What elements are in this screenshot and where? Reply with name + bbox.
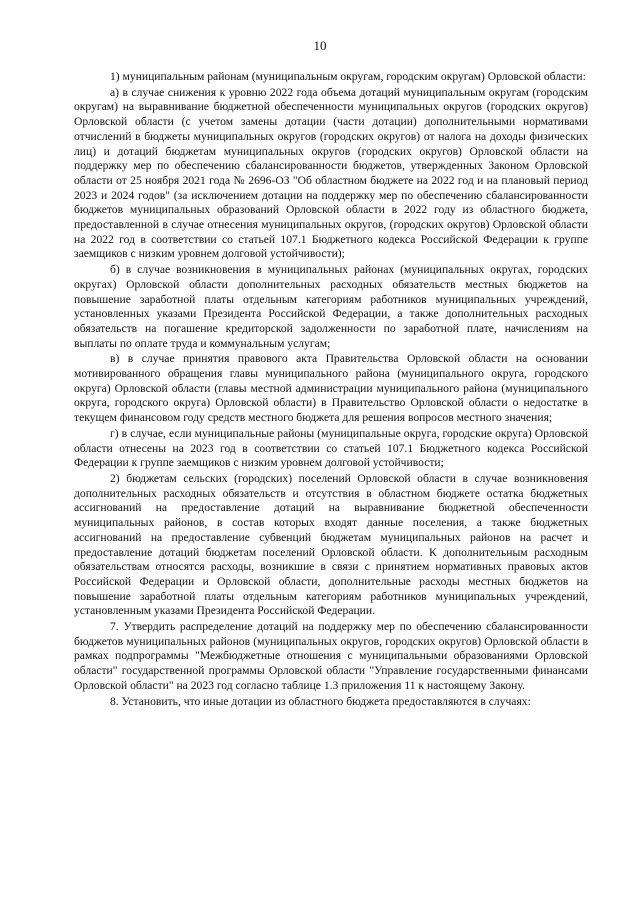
paragraph-subitem-a: а) в случае снижения к уровню 2022 года объема дотаций муниципальным округам (городским округам) на выравнивание бюджетной обеспеченности муниципальных округов (городских округов) Орловской области (с учетом замены дотации (части дотации) дополнительными нормативами отчислений в бюджеты муниципальных округов (городских округов) от налога на доходы физических лиц) и дотаций бюджетам муниципальных округов (городских округов) Орловской области на поддержку мер по обеспечению сбалансированности бюджетов, утвержденных Законом Орловской области от 25 ноября 2021 года № 2696-ОЗ "Об областном бюджете на 2022 год и на плановый период 2023 и 2024 годов" (за исключением дотации на поддержку мер по обеспечению сбалансированности бюджетов муниципальных образований Орловской области в 2022 году из областного бюджета, предоставленной в случае отнесения муниципальных округов, (городских округов) Орловской области на 2022 год в соответствии со статьей 107.1 Бюджетного кодекса Российской Федерации к группе заемщиков с низким уровнем долговой устойчивости); — [74, 85, 588, 261]
paragraph-subitem-g: г) в случае, если муниципальные районы (муниципальные округа, городские округа) Орловской области отнесены на 2023 год в соответствии со статьей 107.1 Бюджетного кодекса Российской Федерации к группе заемщиков с низким уровнем долговой устойчивости; — [74, 426, 588, 470]
document-body — [74, 70, 588, 710]
paragraph-subitem-v: в) в случае принятия правового акта Правительства Орловской области на основании мотивированного обращения главы муниципального района (муниципального округа, городского округа) Орловской области (главы местной администрации муниципального района (муниципального округа, городского округа) Орловской области) в Правительство Орловской области о недостатке в текущем финансовом году средств местного бюджета для решения вопросов местного значения; — [74, 352, 588, 425]
paragraph-item-2-settlements: 2) бюджетам сельских (городских) поселений Орловской области в случае возникновения дополнительных расходных обязательств и отсутствия в областном бюджете остатка бюджетных ассигнований на предоставление дотаций на выравнивание бюджетной обеспеченности муниципальных районов, в состав которых входят данные поселения, а также бюджетных ассигнований на предоставление субвенций бюджетам муниципальных районов на расчет и предоставление дотаций бюджетам поселений Орловской области. К дополнительным расходным обязательствам относятся расходы, возникшие в связи с принятием нормативных правовых актов Российской Федерации и Орловской области, дополнительные расходы местных бюджетов на повышение заработной платы отдельным категориям работников муниципальных учреждений, установленным указами Президента Российской Федерации. — [74, 471, 588, 618]
paragraph-section-8: 8. Установить, что иные дотации из областного бюджета предоставляются в случаях: — [110, 694, 531, 708]
paragraph-section-7: 7. Утвердить распределение дотаций на поддержку мер по обеспечению сбалансированности бюджетов муниципальных районов (муниципальных округов, городских округов) Орловской области в рамках подпрограммы "Межбюджетные отношения с муниципальными образованиями Орловской области" государственной программы Орловской области "Управление государственными финансами Орловской области" на 2023 год согласно таблице 1.3 приложения 11 к настоящему Закону. — [74, 620, 588, 692]
paragraph-subitem-b: б) в случае возникновения в муниципальных районах (муниципальных округах, городских округах) Орловской области дополнительных расходных обязательств местных бюджетов на повышение заработной платы отдельным категориям работников муниципальных учреждений, установленных указами Президента Российской Федерации, а также дополнительных расходных обязательств на погашение кредиторской задолженности по заработной плате, начислениям на выплаты по оплате труда и коммунальным услугам; — [74, 263, 588, 350]
page-number: 10 — [313, 38, 327, 53]
paragraph-item-1-districts: 1) муниципальным районам (муниципальным округам, городским округам) Орловской области: — [110, 70, 586, 83]
